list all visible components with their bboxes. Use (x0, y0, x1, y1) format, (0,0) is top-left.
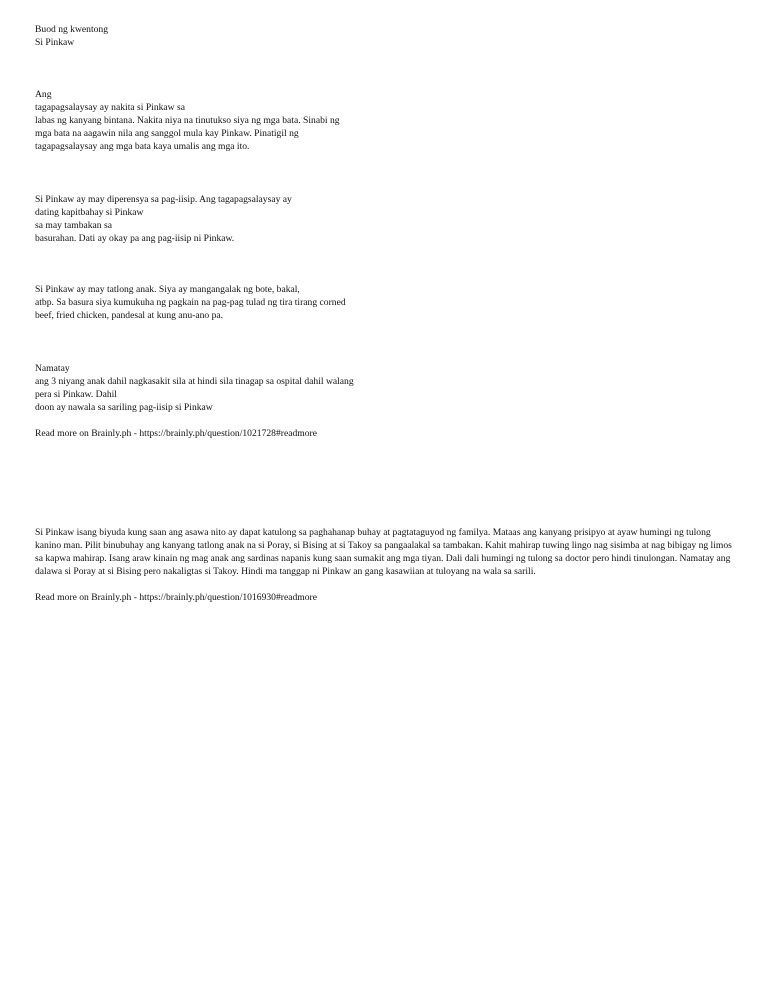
section2-line: sa may tambakan sa (35, 220, 112, 231)
section4-line: pera si Pinkaw. Dahil (35, 389, 117, 400)
section5-paragraph: Si Pinkaw isang biyuda kung saan ang asawa nito ay dapat katulong sa paghahanap buhay at pagtataguyod ng familya. Mataas ang kanyang prisipyo at ayaw humingi ng tulong kanino man. Pilit binubuhay ang kanyang tatlong anak na si Poray, si Bising at si Takoy sa pangaalakal sa tambakan. Kahit mahirap tuwing lingo nag sisimba at nag bibigay ng limos sa kapwa mahirap. Isang araw kinain ng mag anak ang sardinas napanis kung saan sumakit ang mga tiyan. Dali dali humingi ng tulong sa doctor pero hindi tinulongan. Namatay ang dalawa si Poray at si Bising pero nakaligtas si Takoy. Hindi ma tanggap ni Pinkaw an gang kasawiian at tuloyang na wala sa sarili. (35, 527, 732, 577)
section1-line: Ang (35, 89, 52, 100)
document-subtitle: Si Pinkaw (35, 37, 75, 48)
section4-line: ang 3 niyang anak dahil nagkasakit sila at hindi sila tinagap sa ospital dahil walang (35, 376, 354, 387)
document-title: Buod ng kwentong (35, 24, 109, 35)
section2-line: Si Pinkaw ay may diperensya sa pag-iisip. Ang tagapagsalaysay ay (35, 194, 292, 205)
section4-line: doon ay nawala sa sariling pag-iisip si Pinkaw (35, 402, 213, 413)
readmore-link-2: Read more on Brainly.ph - https://brainly.ph/question/1016930#readmore (35, 592, 317, 603)
section1-line: labas ng kanyang bintana. Nakita niya na tinutukso siya ng mga bata. Sinabi ng (35, 115, 340, 126)
readmore-link-1: Read more on Brainly.ph - https://brainly.ph/question/1021728#readmore (35, 428, 317, 439)
section1-line: mga bata na aagawin nila ang sanggol mula kay Pinkaw. Pinatigil ng (35, 128, 299, 139)
section2-line: basurahan. Dati ay okay pa ang pag-iisip ni Pinkaw. (35, 233, 235, 244)
section4-line: Namatay (35, 363, 70, 374)
section3-line: Si Pinkaw ay may tatlong anak. Siya ay mangangalak ng bote, bakal, (35, 284, 300, 295)
section1-line: tagapagsalaysay ang mga bata kaya umalis ang mga ito. (35, 141, 250, 152)
section3-line: beef, fried chicken, pandesal at kung anu-ano pa. (35, 310, 224, 321)
section2-line: dating kapitbahay si Pinkaw (35, 207, 144, 218)
section3-line: atbp. Sa basura siya kumukuha ng pagkain na pag-pag tulad ng tira tirang corned (35, 297, 346, 308)
section1-line: tagapagsalaysay ay nakita si Pinkaw sa (35, 102, 185, 113)
